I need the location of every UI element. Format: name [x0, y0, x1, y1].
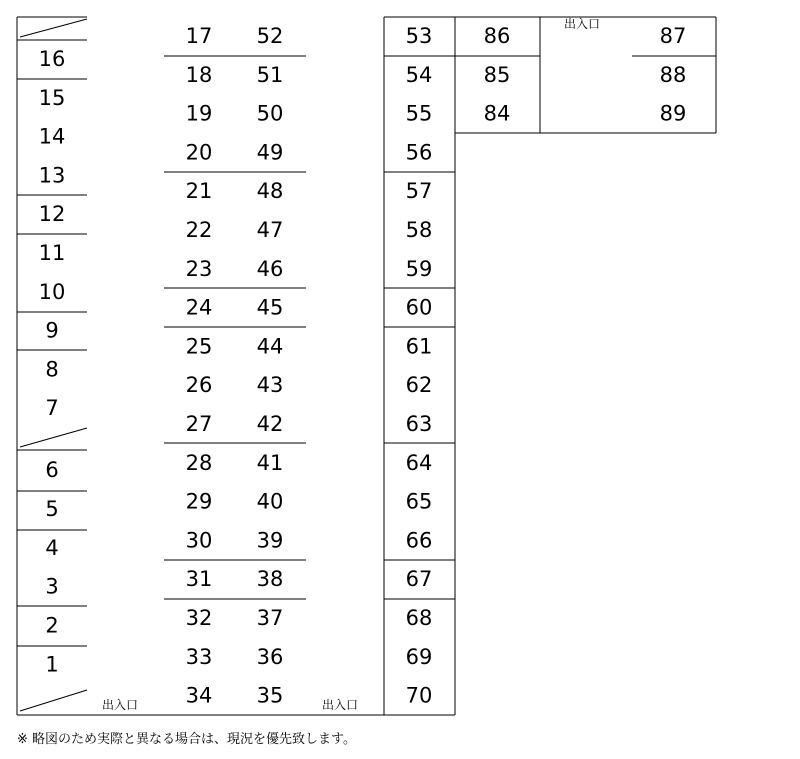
space-number: 30: [185, 528, 213, 553]
space-number: 19: [185, 101, 213, 126]
space-number: 20: [185, 140, 213, 165]
space-number: 88: [659, 62, 687, 87]
space-number: 65: [405, 489, 433, 514]
space-number: 54: [405, 62, 433, 87]
space-number: 44: [256, 334, 284, 359]
space-number: 31: [185, 567, 213, 592]
space-numbers: [39, 24, 687, 708]
space-number: 47: [256, 218, 284, 242]
space-number: 87: [659, 24, 687, 48]
space-number: 66: [405, 528, 433, 553]
space-number: 59: [405, 256, 433, 281]
space-number: 58: [405, 218, 433, 242]
space-number: 25: [185, 334, 213, 359]
space-number: 50: [256, 101, 284, 126]
space-number: 1: [45, 652, 59, 677]
space-number: 45: [256, 295, 284, 320]
space-number: 89: [659, 101, 687, 126]
space-number: 53: [405, 24, 433, 48]
space-number: 34: [185, 683, 213, 708]
center-block-dividers: [164, 56, 306, 599]
space-number: 60: [405, 295, 433, 320]
space-number: 22: [185, 218, 213, 242]
space-number: 23: [185, 256, 213, 281]
space-number: 3: [45, 574, 59, 599]
entrance-label-middle: 出入口: [322, 698, 359, 712]
space-number: 41: [256, 450, 284, 475]
space-number: 37: [256, 606, 284, 630]
space-number: 16: [38, 47, 66, 71]
space-number: 49: [256, 140, 284, 165]
space-number: 9: [45, 318, 59, 343]
space-number: 5: [45, 496, 59, 521]
space-number: 32: [185, 606, 213, 630]
space-number: 21: [185, 179, 213, 204]
space-number: 51: [256, 62, 284, 87]
space-number: 38: [256, 567, 284, 592]
right-column-dividers: [384, 56, 455, 599]
space-number: 64: [405, 450, 433, 475]
space-number: 15: [38, 85, 66, 110]
space-number: 26: [185, 373, 213, 398]
space-number: 11: [38, 241, 66, 265]
space-number: 42: [256, 412, 284, 436]
space-number: 8: [45, 357, 59, 382]
space-number: 55: [405, 101, 433, 126]
space-number: 84: [483, 101, 511, 126]
space-number: 24: [185, 295, 213, 320]
space-number: 63: [405, 412, 433, 436]
space-number: 29: [185, 489, 213, 514]
space-number: 56: [405, 140, 433, 165]
space-number: 70: [405, 683, 433, 708]
space-number: 85: [483, 62, 511, 87]
space-number: 17: [185, 24, 213, 48]
footnote: ※ 略図のため実際と異なる場合は、現況を優先致します。: [17, 732, 356, 747]
space-number: 40: [256, 489, 284, 514]
space-number: 33: [185, 644, 213, 669]
space-number: 7: [45, 396, 59, 421]
space-number: 13: [38, 163, 66, 188]
space-number: 28: [185, 450, 213, 475]
diagonal-middle: [20, 428, 87, 447]
space-number: 61: [405, 334, 433, 359]
space-number: 52: [256, 24, 284, 48]
entrance-label-left: 出入口: [102, 698, 139, 712]
space-number: 35: [256, 683, 284, 708]
diagonal-bottom: [20, 690, 87, 711]
space-number: 2: [45, 613, 59, 638]
space-number: 6: [45, 458, 59, 482]
space-number: 4: [45, 535, 59, 560]
space-number: 12: [38, 202, 66, 227]
space-number: 27: [185, 412, 213, 436]
diagonal-top: [20, 19, 87, 37]
space-number: 57: [405, 179, 433, 204]
space-number: 67: [405, 567, 433, 592]
space-number: 46: [256, 256, 284, 281]
space-number: 43: [256, 373, 284, 398]
space-number: 39: [256, 528, 284, 553]
space-number: 14: [38, 124, 66, 149]
space-number: 68: [405, 606, 433, 630]
space-number: 69: [405, 644, 433, 669]
space-number: 36: [256, 644, 284, 669]
entrance-label-top: 出入口: [564, 17, 601, 31]
space-number: 86: [483, 24, 511, 48]
space-number: 18: [185, 62, 213, 87]
space-number: 62: [405, 373, 433, 398]
space-number: 10: [38, 279, 66, 304]
space-number: 48: [256, 179, 284, 204]
